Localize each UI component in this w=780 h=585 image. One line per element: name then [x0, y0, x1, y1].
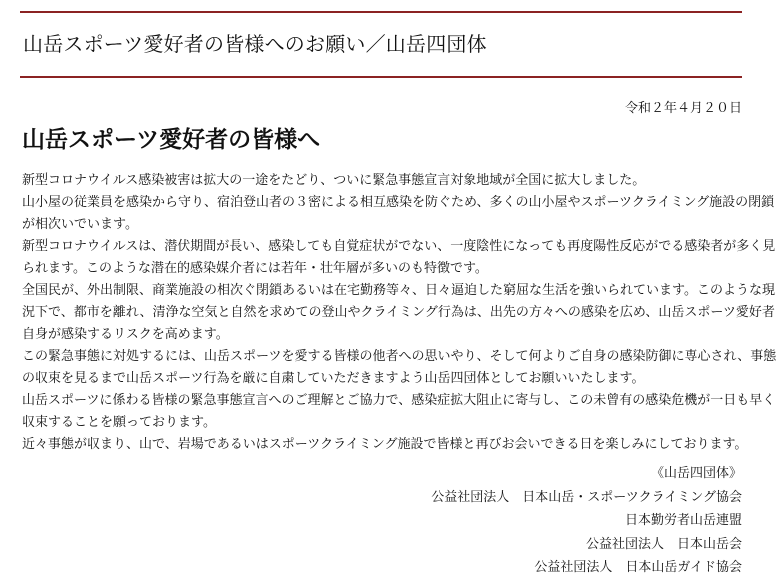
body-line: 近々事態が収まり、山で、岩場であるいはスポーツクライミング施設で皆様と再びお会いできる日を楽しみにしております。 — [22, 437, 748, 452]
body-line: 収束することを願っております。 — [22, 415, 216, 430]
body-text — [22, 170, 777, 456]
body-line: 山岳スポーツに係わる皆様の緊急事態宣言へのご理解とご協力で、感染症拡大阻止に寄与し、この未曾有の感染危機が一日も早く — [22, 393, 776, 408]
signature-organization: 公益社団法人 日本山岳・スポーツクライミング協会 — [431, 489, 742, 505]
body-line: 況下で、都市を離れ、清浄な空気と自然を求めての登山やクライミング行為は、出先の方々への感染を広め、山岳スポーツ愛好者 — [22, 305, 775, 320]
body-line: 全国民が、外出制限、商業施設の相次ぐ閉鎖あるいは在宅勤務等々、日々逼迫した窮屈な生活を強いられています。このような現 — [22, 283, 775, 298]
body-line: 新型コロナウイルス感染被害は拡大の一途をたどり、ついに緊急事態宣言対象地域が全国に拡大しました。 — [22, 173, 646, 188]
body-line: 山小屋の従業員を感染から守り、宿泊登山者の３密による相互感染を防ぐため、多くの山小屋やスポーツクライミング施設の閉鎖 — [22, 195, 775, 210]
body-line: られます。このような潜在的感染媒介者には若年・壮年層が多いのも特徴です。 — [22, 261, 488, 276]
signature-organization: 日本勤労者山岳連盟 — [624, 513, 742, 528]
page-title: 山岳スポーツ愛好者の皆様へのお願い／山岳四団体 — [23, 32, 487, 56]
signature-organization: 公益社団法人 日本山岳会 — [585, 536, 742, 552]
document-heading: 山岳スポーツ愛好者の皆様へ — [22, 127, 321, 153]
body-line: この緊急事態に対処するには、山岳スポーツを愛する皆様の他者への思いやり、そして何よりご自身の感染防御に専心され、事態 — [22, 349, 777, 364]
body-line: が相次いでいます。 — [22, 217, 138, 232]
signature-organization: 公益社団法人 日本山岳ガイド協会 — [534, 560, 742, 575]
top-divider — [20, 11, 742, 13]
body-line: 新型コロナウイルスは、潜伏期間が長い、感染しても自覚症状がでない、一度陰性になっても再度陽性反応がでる感染者が多く見 — [22, 239, 776, 254]
signature-group-label: 《山岳四団体》 — [650, 466, 742, 481]
document-date: 令和２年４月２０日 — [624, 101, 742, 116]
signature-block — [431, 462, 742, 580]
title-divider — [20, 76, 742, 78]
body-line: 自身が感染するリスクを高めます。 — [22, 327, 229, 342]
body-line: の収束を見るまで山岳スポーツ行為を厳に自粛していただきますよう山岳四団体としてお願いいたします。 — [22, 371, 645, 386]
